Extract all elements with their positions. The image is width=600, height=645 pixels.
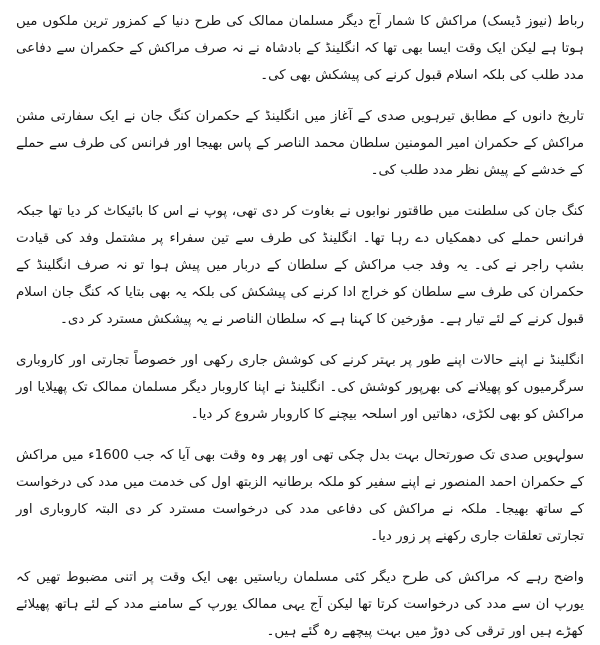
paragraph-3: کنگ جان کی سلطنت میں طاقتور نوابوں نے بغاوت کر دی تھی، پوپ نے اس کا بائیکاٹ کر دیا تھا جبکہ فرانس حملے کی دھمکیاں دے رہا تھا۔ انگلینڈ کی طرف سے تین سفراء پر مشتمل وفد کی قیادت بشپ راجر نے کی۔ یہ وفد جب مراکش کے سلطان کے دربار میں پیش ہوا تو نہ صرف انگلینڈ کے حکمران کی طرف سے سلطان کو خراج ادا کرنے کی پیشکش کی بلکہ یہ بھی بتایا کہ کنگ جان اسلام قبول کرنے کے لئے تیار ہے۔ مؤرخین کا کہنا ہے کہ سلطان الناصر نے یہ پیشکش مسترد کر دی۔ xyxy=(16,204,584,327)
paragraph-6: واضح رہے کہ مراکش کی طرح دیگر کئی مسلمان ریاستیں بھی ایک وقت پر اتنی مضبوط تھیں کہ یورپ ان سے مدد کی درخواست کرتا تھا لیکن آج یہی ممالک یورپ کے سامنے مدد کے لئے ہاتھ پھیلائے کھڑے ہیں اور ترقی کی دوڑ میں بہت پیچھے رہ گئے ہیں۔ xyxy=(16,570,584,639)
paragraph-1: رباط (نیوز ڈیسک) مراکش کا شمار آج دیگر مسلمان ممالک کی طرح دنیا کے کمزور ترین ملکوں میں ہوتا ہے لیکن ایک وقت ایسا بھی تھا کہ انگلینڈ کے بادشاہ نے نہ صرف مراکش کے حکمران سے دفاعی مدد طلب کی بلکہ اسلام قبول کرنے کی پیشکش بھی کی۔ xyxy=(16,14,584,83)
paragraph-4: انگلینڈ نے اپنے حالات اپنے طور پر بہتر کرنے کی کوشش جاری رکھی اور خصوصاً تجارتی اور کاروباری سرگرمیوں کو پھیلانے کی بھرپور کوشش کی۔ انگلینڈ نے اپنا کاروبار دیگر مسلمان ممالک تک پھیلایا اور مراکش کو بھی لکڑی، دھاتیں اور اسلحہ بیچنے کا کاروبار شروع کر دیا۔ xyxy=(16,353,584,422)
paragraph-5: سولہویں صدی تک صورتحال بہت بدل چکی تھی اور پھر وہ وقت بھی آیا کہ جب 1600ء میں مراکش کے حکمران احمد المنصور نے اپنے سفیر کو ملکہ برطانیہ الزبتھ اول کی خدمت میں مدد کی درخواست کے ساتھ بھیجا۔ ملکہ نے مراکش کی دفاعی مدد کی درخواست مسترد کر دی البتہ کاروباری اور تجارتی تعلقات جاری رکھنے پر زور دیا۔ xyxy=(16,448,584,544)
paragraph-2: تاریخ دانوں کے مطابق تیرہویں صدی کے آغاز میں انگلینڈ کے حکمران کنگ جان نے ایک سفارتی مشن مراکش کے حکمران امیر المومنین سلطان محمد الناصر کے پاس بھیجا اور فرانس کی طرف سے حملے کے خدشے کے پیش نظر مدد طلب کی۔ xyxy=(16,109,584,178)
